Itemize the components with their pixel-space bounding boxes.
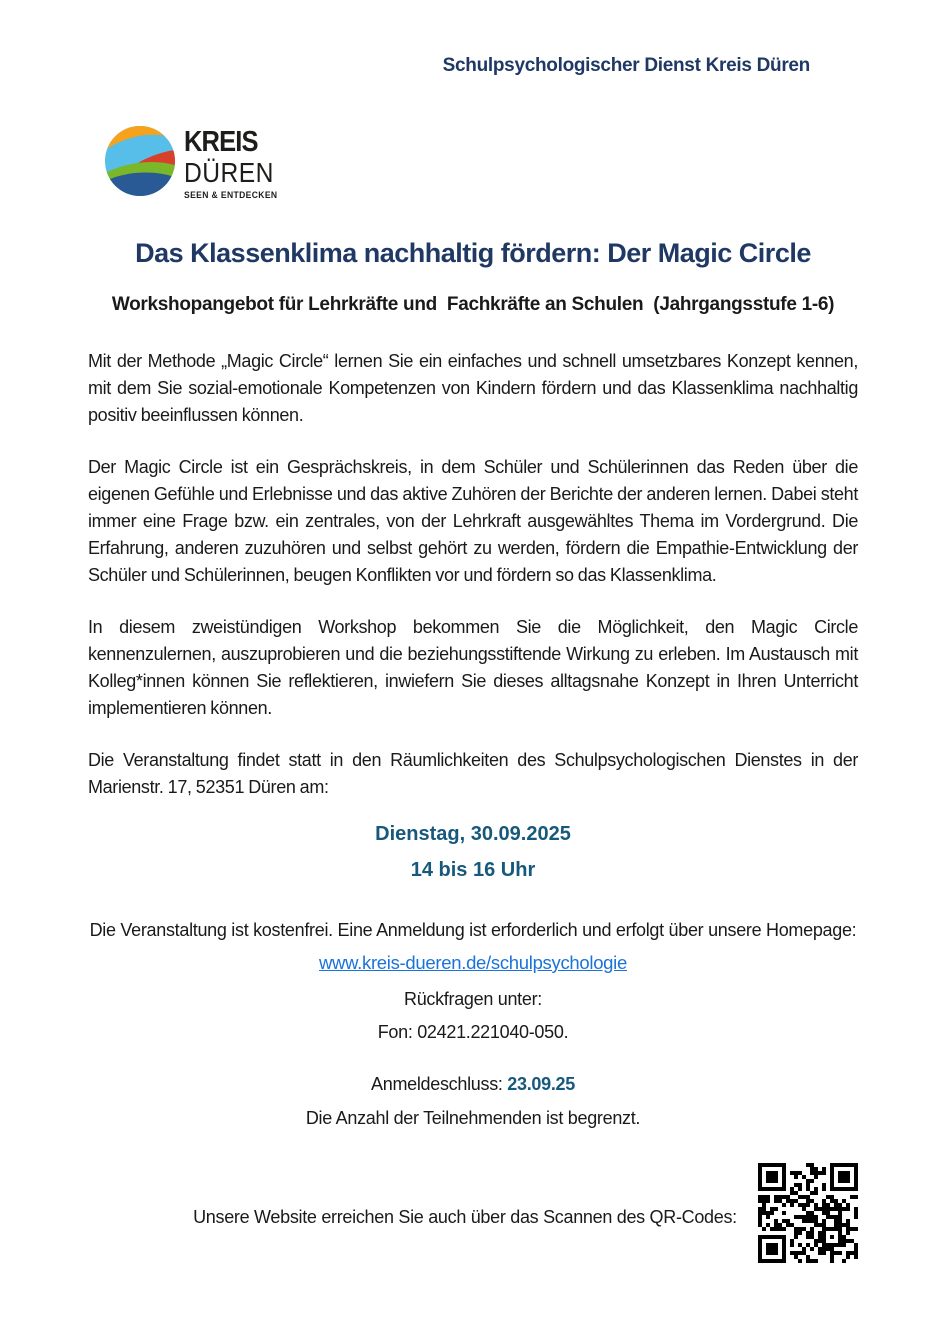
logo-wordmark xyxy=(184,125,286,200)
organization-header: Schulpsychologischer Dienst Kreis Düren xyxy=(442,55,810,76)
paragraph-workshop-details: In diesem zweistündigen Workshop bekommen Sie die Möglichkeit, den Magic Circle kennenzulernen, auszuprobieren und die beziehungsstiftende Wirkung zu erleben. Im Austausch mit Kolleg*innen können Sie reflektieren, inwiefern Sie dieses alltagsnahe Konzept in Ihren Unterricht implementieren können. xyxy=(88,617,858,718)
questions-label: Rückfragen unter: xyxy=(404,989,542,1009)
deadline-date: 23.09.25 xyxy=(507,1074,575,1094)
logo-circle-icon xyxy=(105,126,175,201)
registration-info: Die Veranstaltung ist kostenfrei. Eine Anmeldung ist erforderlich und erfolgt über unsere Homepage: xyxy=(89,920,857,940)
homepage-link[interactable]: www.kreis-dueren.de/schulpsychologie xyxy=(319,952,627,973)
capacity-note: Die Anzahl der Teilnehmenden ist begrenzt. xyxy=(305,1108,641,1128)
paragraph-method-intro: Mit der Methode „Magic Circle“ lernen Sie ein einfaches und schnell umsetzbares Konzept kennen, mit dem Sie sozial-emotionale Kompetenzen von Kindern fördern und das Klassenklima nachhaltig positiv beeinflussen können. xyxy=(88,351,858,425)
event-time: 14 bis 16 Uhr xyxy=(410,859,536,881)
logo-word-kreis: KREIS xyxy=(184,125,258,158)
phone-number: Fon: 02421.221040-050. xyxy=(377,1022,569,1042)
paragraph-location: Die Veranstaltung findet statt in den Räumlichkeiten des Schulpsychologischen Dienstes in der Marienstr. 17, 52351 Düren am: xyxy=(88,750,858,797)
kreis-dueren-logo xyxy=(105,126,286,201)
document-subtitle: Workshopangebot für Lehrkräfte und Fachkräfte an Schulen (Jahrgangsstufe 1-6) xyxy=(111,294,835,315)
registration-deadline xyxy=(88,1073,858,1095)
document-title: Das Klassenklima nachhaltig fördern: Der Magic Circle xyxy=(135,238,811,268)
event-date: Dienstag, 30.09.2025 xyxy=(375,823,571,845)
homepage-link-line xyxy=(88,952,858,974)
deadline-label: Anmeldeschluss: xyxy=(371,1074,508,1094)
paragraph-magic-circle-description: Der Magic Circle ist ein Gesprächskreis, in dem Schüler und Schülerinnen das Reden über die eigenen Gefühle und Erlebnisse und das aktive Zuhören der Berichte der anderen lernen. Dabei steht immer eine Frage bzw. ein zentrales, von der Lehrkraft ausgewähltes Thema im Vordergrund. Die Erfahrung, anderen zuzuhören und selbst gehört zu werden, fördern die Empathie-Entwicklung der Schüler und Schülerinnen, beugen Konflikten vor und fördern so das Klassenklima. xyxy=(88,457,858,585)
logo-tagline: SEEN & ENTDECKEN xyxy=(184,189,278,200)
qr-code xyxy=(758,1163,858,1263)
logo-word-dueren: DÜREN xyxy=(184,156,274,188)
qr-code-hint: Unsere Website erreichen Sie auch über das Scannen des QR-Codes: xyxy=(193,1207,737,1227)
